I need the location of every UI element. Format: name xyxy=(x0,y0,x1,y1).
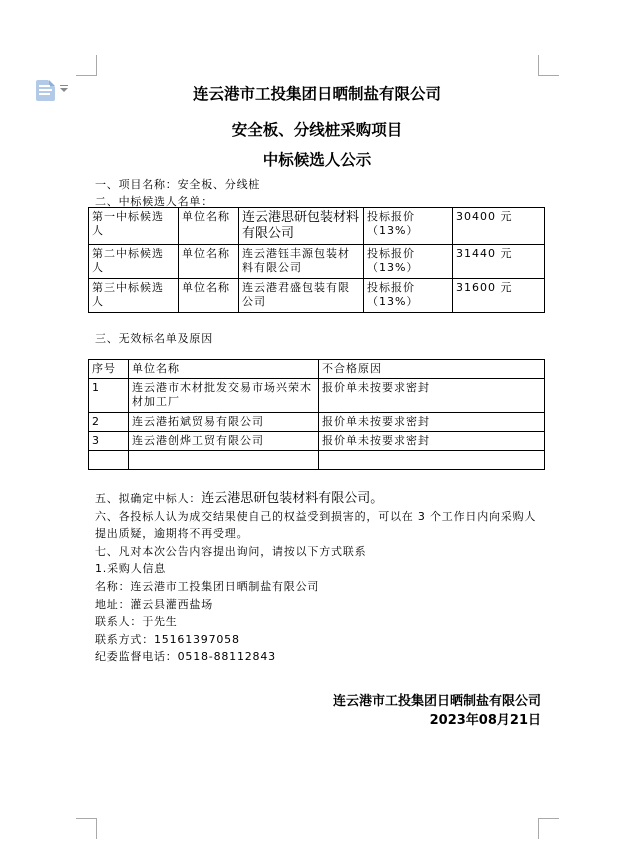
buyer-phone: 联系方式：15161397058 xyxy=(95,632,240,646)
reason-cell: 报价单未按要求密封 xyxy=(319,432,545,451)
price-value-cell: 31600 元 xyxy=(453,279,545,313)
candidate-rank-cell: 第三中标候选人 xyxy=(89,279,179,313)
awardee-prefix: 五、拟确定中标人： xyxy=(95,492,202,505)
corner-mark-top-right xyxy=(538,55,559,76)
table-row xyxy=(89,279,545,313)
unit-label-cell: 单位名称 xyxy=(179,208,239,245)
company-name-cell: 连云港拓斌贸易有限公司 xyxy=(129,413,319,432)
awardee-company: 连云港思研包装材料有限公司。 xyxy=(201,491,384,506)
document-title-company: 连云港市工投集团日晒制盐有限公司 xyxy=(192,85,441,103)
section-5-awardee xyxy=(95,490,547,508)
no-cell: 2 xyxy=(89,413,129,432)
table-row xyxy=(89,413,545,432)
company-name-cell: 连云港市木材批发交易市场兴荣木材加工厂 xyxy=(129,379,319,413)
no-cell: 3 xyxy=(89,432,129,451)
reason-cell: 报价单未按要求密封 xyxy=(319,413,545,432)
notes-block xyxy=(95,490,547,666)
candidate-rank-cell: 第一中标候选人 xyxy=(89,208,179,245)
corner-mark-bottom-right xyxy=(538,818,559,839)
reason-cell: 报价单未按要求密封 xyxy=(319,379,545,413)
document-title-announcement: 中标候选人公示 xyxy=(262,151,372,169)
table-row xyxy=(89,432,545,451)
price-value-cell: 31440 元 xyxy=(453,245,545,279)
unit-label-cell: 单位名称 xyxy=(179,279,239,313)
price-label-cell: 投标报价（13%） xyxy=(364,279,453,313)
company-name-cell: 连云港钰丰源包装材料有限公司 xyxy=(239,245,364,279)
no-cell xyxy=(89,451,129,470)
corner-mark-top-left xyxy=(76,55,97,76)
price-label-cell: 投标报价（13%） xyxy=(364,208,453,245)
table-header-row xyxy=(89,360,545,379)
signature-date: 2023年08月21日 xyxy=(429,713,541,728)
table-row xyxy=(89,379,545,413)
company-name-cell: 连云港君盛包装有限公司 xyxy=(239,279,364,313)
header-reason-cell: 不合格原因 xyxy=(319,360,545,379)
table-row xyxy=(89,208,545,245)
header-no-cell: 序号 xyxy=(89,360,129,379)
company-name-cell: 连云港思研包装材料有限公司 xyxy=(239,208,364,245)
company-name-cell xyxy=(129,451,319,470)
price-label-cell: 投标报价（13%） xyxy=(364,245,453,279)
reason-cell xyxy=(319,451,545,470)
buyer-address: 地址：灌云县灌西盐场 xyxy=(95,597,213,611)
buyer-info-heading: 1.采购人信息 xyxy=(95,562,167,576)
section-1-project-name: 一、项目名称：安全板、分线桩 xyxy=(95,178,261,191)
candidate-rank-cell: 第二中标候选人 xyxy=(89,245,179,279)
corner-mark-bottom-left xyxy=(76,818,97,839)
signature-company: 连云港市工投集团日晒制盐有限公司 xyxy=(332,694,541,709)
section-7-contact-intro: 七、凡对本次公告内容提出询问，请按以下方式联系 xyxy=(95,544,367,558)
section-3-invalid-bids: 三、无效标名单及原因 xyxy=(95,332,213,345)
section-2-candidate-list: 二、中标候选人名单： xyxy=(95,195,213,208)
section-6-objection-period: 六、各投标人认为成交结果使自己的权益受到损害的，可以在 3 个工作日内向采购人提出质疑，逾期将不再受理。 xyxy=(95,509,537,541)
buyer-contact-person: 联系人：于先生 xyxy=(95,615,178,629)
unit-label-cell: 单位名称 xyxy=(179,245,239,279)
bid-candidates-table xyxy=(88,207,545,313)
table-empty-row xyxy=(89,451,545,470)
signature-block xyxy=(88,692,541,730)
header-company-cell: 单位名称 xyxy=(129,360,319,379)
buyer-name: 名称：连云港市工投集团日晒制盐有限公司 xyxy=(95,579,320,593)
company-name-cell: 连云港创烨工贸有限公司 xyxy=(129,432,319,451)
price-value-cell: 30400 元 xyxy=(453,208,545,245)
document-title-project: 安全板、分线桩采购项目 xyxy=(231,121,403,139)
buyer-supervision-phone: 纪委监督电话：0518-88112843 xyxy=(95,650,276,664)
table-row xyxy=(89,245,545,279)
no-cell: 1 xyxy=(89,379,129,413)
invalid-bids-table xyxy=(88,359,545,470)
